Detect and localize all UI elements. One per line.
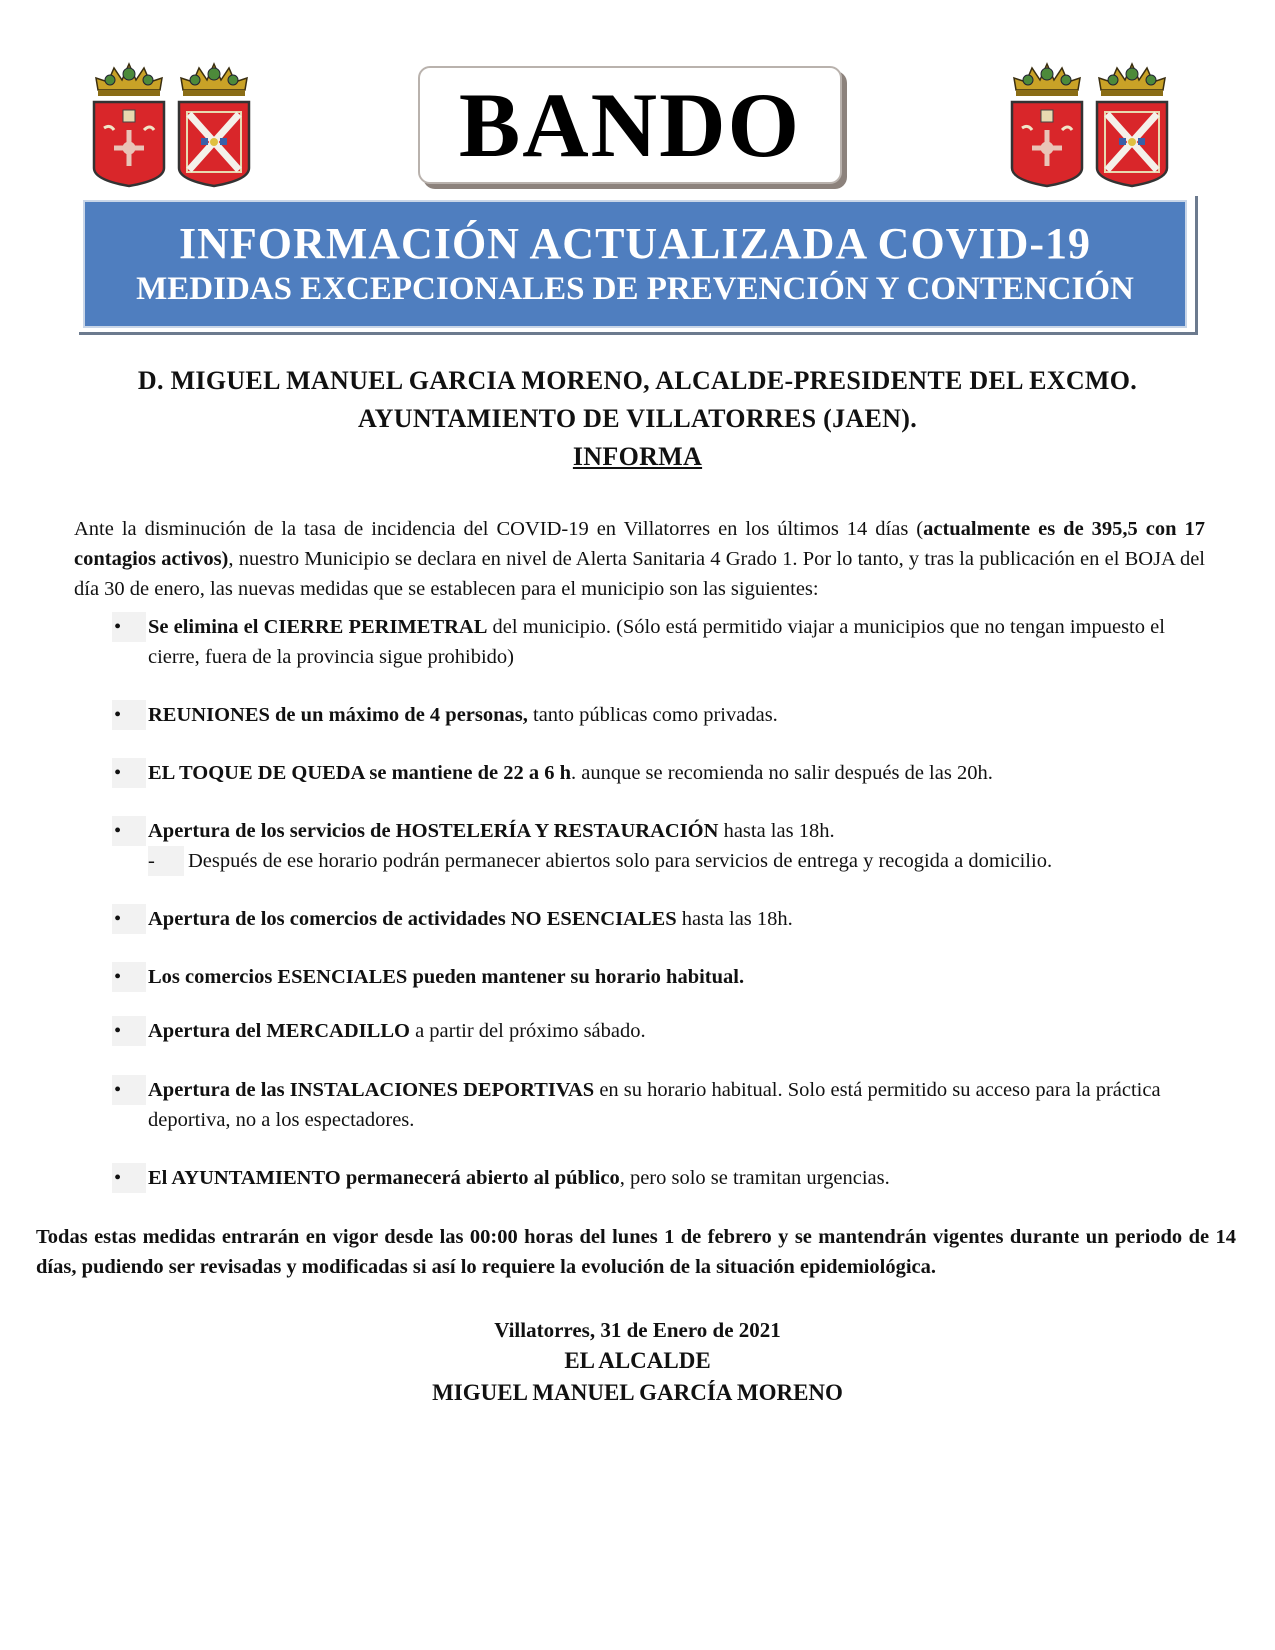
page-title: BANDO xyxy=(458,74,802,176)
measure-text: , pero solo se tramitan urgencias. xyxy=(619,1167,890,1189)
dash-icon: - xyxy=(148,846,184,876)
measure-bold: REUNIONES de un máximo de 4 personas, xyxy=(148,704,528,726)
list-item xyxy=(112,612,1197,672)
bullet-icon xyxy=(112,758,146,788)
list-item xyxy=(112,1163,1197,1193)
title-box xyxy=(418,66,842,184)
bullet-icon xyxy=(112,1075,146,1105)
list-item xyxy=(112,1075,1197,1135)
banner-line-2: MEDIDAS EXCEPCIONALES DE PREVENCIÓN Y CONTENCIÓN xyxy=(136,271,1134,307)
measure-bold: Apertura del MERCADILLO xyxy=(148,1020,410,1042)
bullet-icon xyxy=(112,700,146,730)
measure-bold: Apertura de las INSTALACIONES DEPORTIVAS xyxy=(148,1079,595,1101)
coat-of-arms-cross-icon xyxy=(90,58,168,190)
crown-icon xyxy=(96,64,162,96)
measure-bold: Apertura de los comercios de actividades NO ESENCIALES xyxy=(148,908,677,930)
sub-item xyxy=(148,846,1197,876)
measure-bold: EL TOQUE DE QUEDA se mantiene de 22 a 6 h xyxy=(148,762,571,784)
measure-text: tanto públicas como privadas. xyxy=(527,704,778,726)
measure-bold: Se elimina el CIERRE PERIMETRAL xyxy=(148,616,488,638)
coat-of-arms-saltire-icon xyxy=(1093,58,1171,190)
banner-line-1: INFORMACIÓN ACTUALIZADA COVID-19 xyxy=(178,219,1092,268)
list-item xyxy=(112,758,1197,788)
measure-bold: El AYUNTAMIENTO permanecerá abierto al público xyxy=(148,1167,620,1189)
measure-text: hasta las 18h. xyxy=(676,908,793,930)
sub-item-text: Después de ese horario podrán permanecer abiertos solo para servicios de entrega y recogida a domicilio. xyxy=(188,850,1053,872)
measure-text: hasta las 18h. xyxy=(718,820,835,842)
list-item xyxy=(112,1016,1197,1046)
coat-of-arms-saltire-icon xyxy=(175,58,253,190)
measure-text: a partir del próximo sábado. xyxy=(409,1020,646,1042)
signature-role: EL ALCALDE xyxy=(564,1348,711,1373)
list-item xyxy=(112,816,1197,876)
bullet-icon xyxy=(112,904,146,934)
crown-icon xyxy=(1099,64,1165,96)
list-item xyxy=(112,700,1197,730)
heading-line-2: AYUNTAMIENTO DE VILLATORRES (JAEN). xyxy=(357,404,917,433)
intro-bold: actualmente es de 395,5 con 17 contagios activos) xyxy=(74,518,1205,570)
measure-text: . aunque se recomienda no salir después de las 20h. xyxy=(570,762,993,784)
measure-bold: Los comercios ESENCIALES pueden mantener su horario habitual. xyxy=(148,966,745,988)
list-item xyxy=(112,904,1197,934)
measure-bold: Apertura de los servicios de HOSTELERÍA Y RESTAURACIÓN xyxy=(148,820,719,842)
intro-paragraph xyxy=(74,514,1205,604)
measure-text: en su horario habitual. Solo está permitido su acceso para la práctica deportiva, no a los espectadores. xyxy=(148,1079,1161,1131)
coat-of-arms-cross-icon xyxy=(1008,58,1086,190)
signature-name: MIGUEL MANUEL GARCÍA MORENO xyxy=(432,1380,843,1405)
bullet-icon xyxy=(112,962,146,992)
bullet-icon xyxy=(112,1016,146,1046)
bullet-icon xyxy=(112,816,146,846)
bullet-icon xyxy=(112,1163,146,1193)
mayor-heading xyxy=(60,362,1215,476)
intro-text-1: Ante la disminución de la tasa de incidencia del COVID-19 en Villatorres en los últimos 14 días ( xyxy=(74,518,924,540)
crown-icon xyxy=(1014,64,1080,96)
crown-icon xyxy=(181,64,247,96)
measure-text: del municipio. (Sólo está permitido viajar a municipios que no tengan impuesto el cierre, fuera de la provincia sigue prohibido) xyxy=(148,616,1165,668)
bullet-icon xyxy=(112,612,146,642)
signature-date: Villatorres, 31 de Enero de 2021 xyxy=(494,1318,781,1342)
intro-text-2: , nuestro Municipio se declara en nivel de Alerta Sanitaria 4 Grado 1. Por lo tanto, y tras la publicación en el BOJA del día 30 de enero, las nuevas medidas que se establecen para el municipio son las siguientes: xyxy=(74,548,1205,600)
closing-paragraph: Todas estas medidas entrarán en vigor desde las 00:00 horas del lunes 1 de febrero y se mantendrán vigentes durante un periodo de 14 días, pudiendo ser revisadas y modificadas si así lo requiere la evolución de la situación epidemiológica. xyxy=(36,1226,1236,1278)
heading-informa: INFORMA xyxy=(572,442,703,471)
heading-line-1: D. MIGUEL MANUEL GARCIA MORENO, ALCALDE-PRESIDENTE DEL EXCMO. xyxy=(137,366,1138,395)
list-item xyxy=(112,962,1197,992)
info-banner xyxy=(83,200,1187,328)
